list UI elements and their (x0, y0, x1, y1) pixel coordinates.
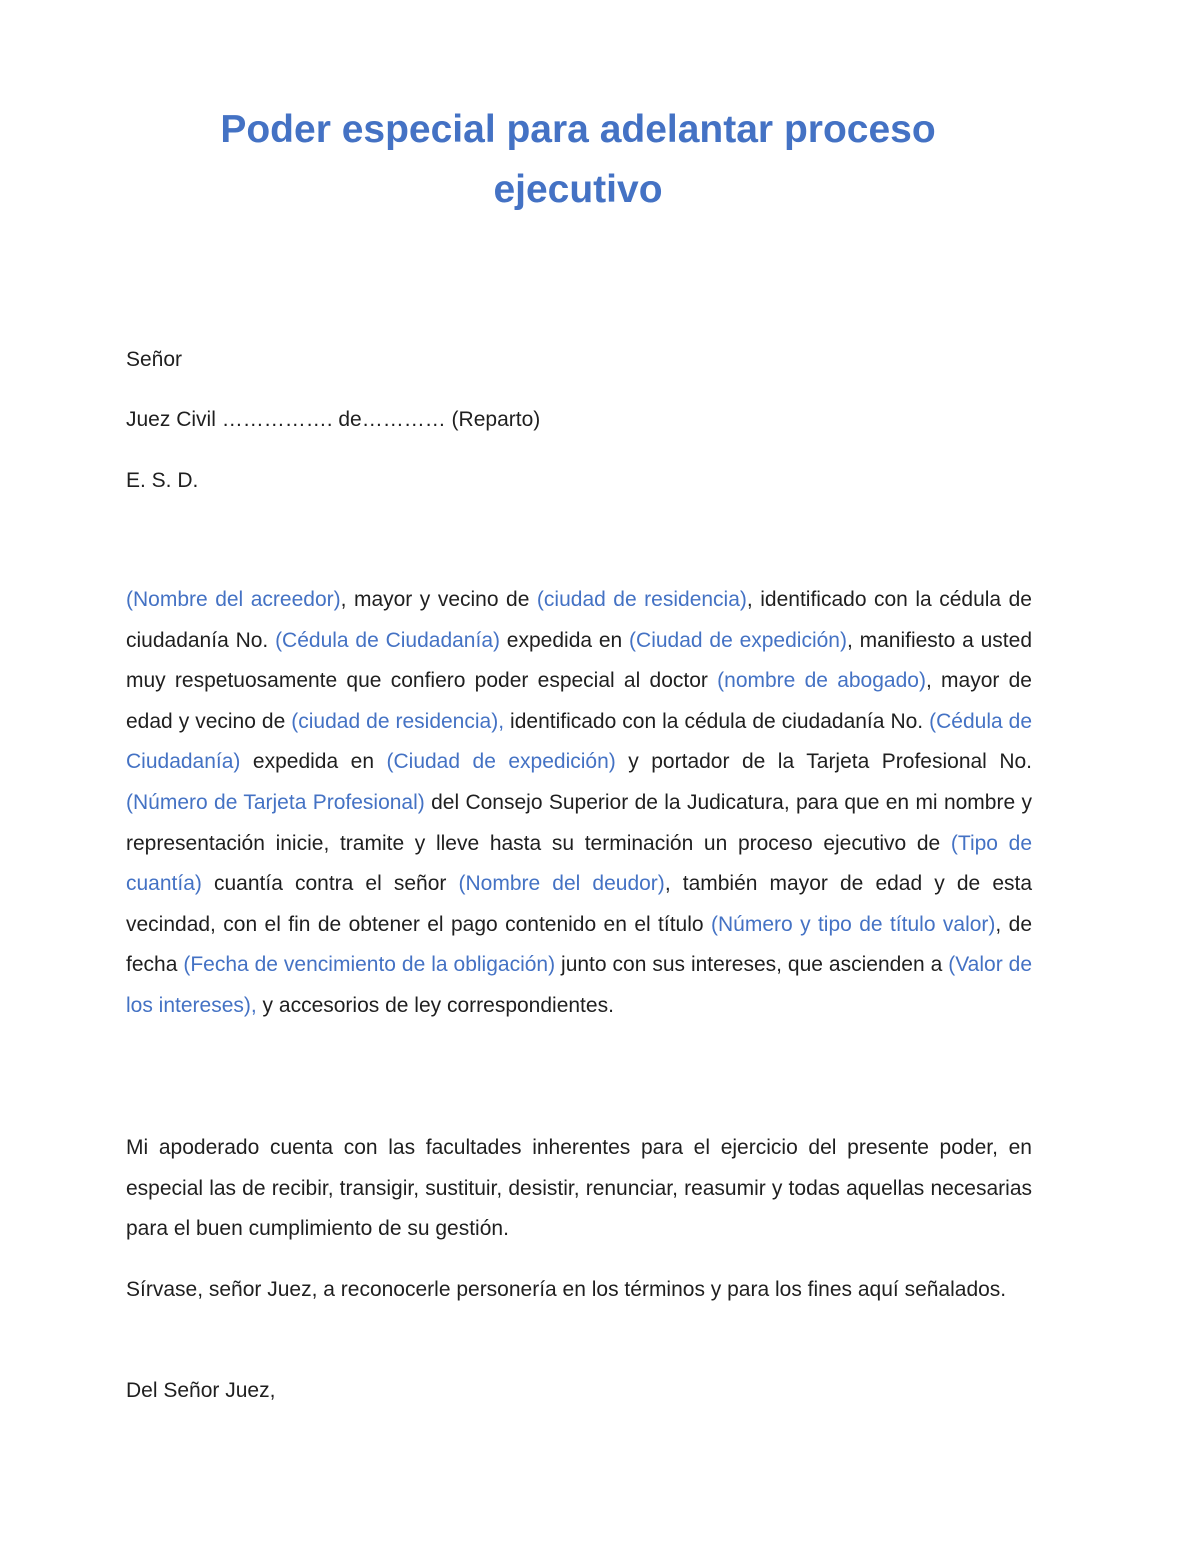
body-text: expedida en (500, 628, 630, 652)
placeholder-title-number-type: (Número y tipo de título valor) (710, 912, 996, 936)
placeholder-issue-city: (Ciudad de expedición) (629, 628, 847, 652)
title-line-1: Poder especial para adelantar proceso (220, 108, 936, 151)
body-text: expedida en (240, 750, 387, 774)
body-text: y portador de la Tarjeta Profesional No. (615, 750, 1033, 774)
placeholder-due-date: (Fecha de vencimiento de la obligación) (183, 953, 556, 977)
body-text: , mayor de edad y vecino de (126, 669, 1032, 733)
judge-address-line: Juez Civil ……………. de………… (Reparto) (126, 408, 541, 431)
placeholder-creditor-name: (Nombre del acreedor) (126, 588, 341, 611)
esd-line: E. S. D. (126, 469, 199, 492)
placeholder-id-number: (Cédula de Ciudadanía) (275, 628, 500, 652)
document-title (120, 100, 1036, 220)
body-text: junto con sus intereses, que ascienden a (555, 953, 949, 977)
body-text: identificado con la cédula de ciudadanía No. (504, 709, 930, 733)
salutation: Señor (126, 348, 183, 371)
placeholder-lawyer-name: (nombre de abogado) (717, 669, 926, 693)
placeholder-lawyer-id-number: (Cédula de Ciudadanía) (126, 709, 1033, 774)
body-text: , de fecha (126, 912, 1032, 977)
request-paragraph: Sírvase, señor Juez, a reconocerle personería en los términos y para los fines aquí señalados. (126, 1278, 1007, 1301)
closing-line: Del Señor Juez, (126, 1379, 276, 1402)
body-text: , manifiesto a usted muy respetuosamente que confiero poder especial al doctor (126, 628, 1032, 693)
placeholder-lawyer-residence-city: (ciudad de residencia), (291, 709, 505, 733)
body-text: , mayor y vecino de (340, 588, 537, 611)
body-text: cuantía contra el señor (201, 872, 459, 896)
body-text: , también mayor de edad y de esta vecindad, con el fin de obtener el pago contenido en el título (126, 872, 1033, 936)
title-line-2: ejecutivo (493, 168, 663, 211)
placeholder-interest-value: (Valor de los intereses), (126, 953, 1032, 1017)
placeholder-residence-city: (ciudad de residencia) (536, 588, 747, 611)
placeholder-amount-type: (Tipo de cuantía) (126, 831, 1032, 896)
placeholder-lawyer-issue-city: (Ciudad de expedición) (386, 750, 616, 774)
body-text: y accesorios de ley correspondientes. (256, 993, 614, 1017)
body-text: , identificado con la cédula de ciudadanía No. (126, 588, 1032, 652)
body-text: del Consejo Superior de la Judicatura, para que en mi nombre y representación inicie, tramite y lleve hasta su terminación un proceso ejecutivo de (126, 790, 1032, 855)
faculties-paragraph: Mi apoderado cuenta con las facultades inherentes para el ejercicio del presente poder, en especial las de recibir, transigir, sustituir, desistir, renunciar, reasumir y todas aquellas necesarias para el buen cumplimiento de su gestión. (126, 1136, 1032, 1241)
power-of-attorney-paragraph (126, 580, 1032, 1027)
placeholder-professional-card-number: (Número de Tarjeta Profesional) (126, 790, 425, 814)
placeholder-debtor-name: (Nombre del deudor) (458, 872, 665, 896)
